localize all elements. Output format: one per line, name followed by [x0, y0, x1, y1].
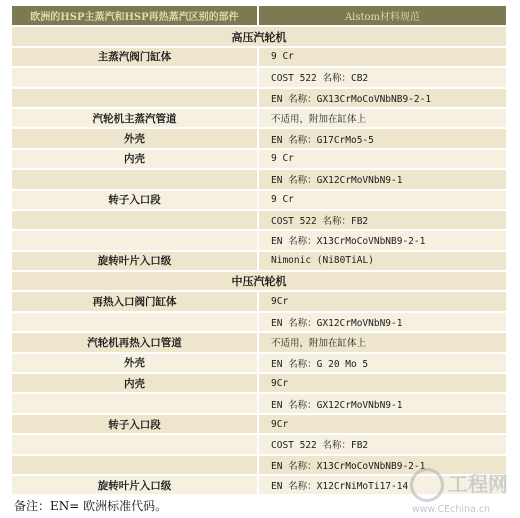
spec-cell: 9Cr [258, 414, 507, 434]
table-row [12, 230, 507, 250]
part-cell [12, 455, 258, 475]
table-row [12, 291, 507, 311]
part-cell: 内壳 [12, 373, 258, 393]
spec-cell: COST 522 名称：CB2 [258, 67, 507, 87]
part-cell [12, 393, 258, 413]
spec-cell: COST 522 名称：FB2 [258, 434, 507, 454]
table-row [12, 67, 507, 87]
watermark-url: www.CEchina.cn [412, 504, 491, 515]
table-header-row [12, 6, 507, 26]
part-cell [12, 210, 258, 230]
watermark-text: 工程网 [448, 472, 508, 496]
table-row [12, 414, 507, 434]
table-row [12, 353, 507, 373]
part-cell: 主蒸汽阀门缸体 [12, 47, 258, 67]
section-title: 高压汽轮机 [12, 26, 507, 46]
spec-cell: COST 522 名称：FB2 [258, 210, 507, 230]
table-row [12, 455, 507, 475]
spec-cell: EN 名称：X13CrMoCoVNbNB9-2-1 [258, 455, 507, 475]
section-title: 中压汽轮机 [12, 271, 507, 291]
footnote: 备注：EN= 欧洲标准代码。 [14, 499, 168, 513]
table-row [12, 190, 507, 210]
part-cell [12, 88, 258, 108]
part-cell: 汽轮机再热入口管道 [12, 332, 258, 352]
spec-cell: EN 名称：GX13CrMoCoVNbNB9-2-1 [258, 88, 507, 108]
materials-table-body [12, 6, 507, 495]
spec-cell: EN 名称：GX12CrMoVNbN9-1 [258, 312, 507, 332]
spec-cell: 9Cr [258, 373, 507, 393]
table-row [12, 251, 507, 271]
part-cell: 汽轮机主蒸汽管道 [12, 108, 258, 128]
part-cell [12, 67, 258, 87]
table-row [12, 149, 507, 169]
part-cell: 旋转叶片入口级 [12, 475, 258, 495]
part-cell: 内壳 [12, 149, 258, 169]
table-row [12, 373, 507, 393]
spec-cell: 9 Cr [258, 47, 507, 67]
spec-cell: EN 名称：GX12CrMoVNbN9-1 [258, 169, 507, 189]
section-row [12, 26, 507, 46]
part-cell: 转子入口段 [12, 190, 258, 210]
spec-cell: 9 Cr [258, 149, 507, 169]
spec-cell: EN 名称：G17CrMo5-5 [258, 128, 507, 148]
spec-cell: 不适用，附加在缸体上 [258, 332, 507, 352]
table-row [12, 434, 507, 454]
part-cell: 转子入口段 [12, 414, 258, 434]
section-row [12, 271, 507, 291]
materials-table [12, 6, 508, 496]
table-row [12, 332, 507, 352]
table-row [12, 169, 507, 189]
header-spec-column: Alstom材料规范 [258, 6, 507, 26]
part-cell: 再热入口阀门缸体 [12, 291, 258, 311]
part-cell [12, 434, 258, 454]
spec-cell: EN 名称：X12CrNiMoTi17-14 [258, 475, 507, 495]
table-row [12, 312, 507, 332]
spec-cell: Nimonic (Ni80TiAL) [258, 251, 507, 271]
table-row [12, 88, 507, 108]
part-cell [12, 312, 258, 332]
spec-cell: 9 Cr [258, 190, 507, 210]
part-cell: 外壳 [12, 128, 258, 148]
spec-cell: 9Cr [258, 291, 507, 311]
spec-cell: EN 名称：GX12CrMoVNbN9-1 [258, 393, 507, 413]
table-row [12, 108, 507, 128]
part-cell [12, 230, 258, 250]
part-cell [12, 169, 258, 189]
table-row [12, 210, 507, 230]
table-row [12, 475, 507, 495]
table-row [12, 393, 507, 413]
part-cell: 外壳 [12, 353, 258, 373]
spec-cell: EN 名称：X13CrMoCoVNbNB9-2-1 [258, 230, 507, 250]
spec-cell: 不适用，附加在缸体上 [258, 108, 507, 128]
header-part-column: 欧洲的HSP主蒸汽和HSP再热蒸汽区别的部件 [12, 6, 258, 26]
table-row [12, 47, 507, 67]
spec-cell: EN 名称：G 20 Mo 5 [258, 353, 507, 373]
part-cell: 旋转叶片入口级 [12, 251, 258, 271]
table-row [12, 128, 507, 148]
